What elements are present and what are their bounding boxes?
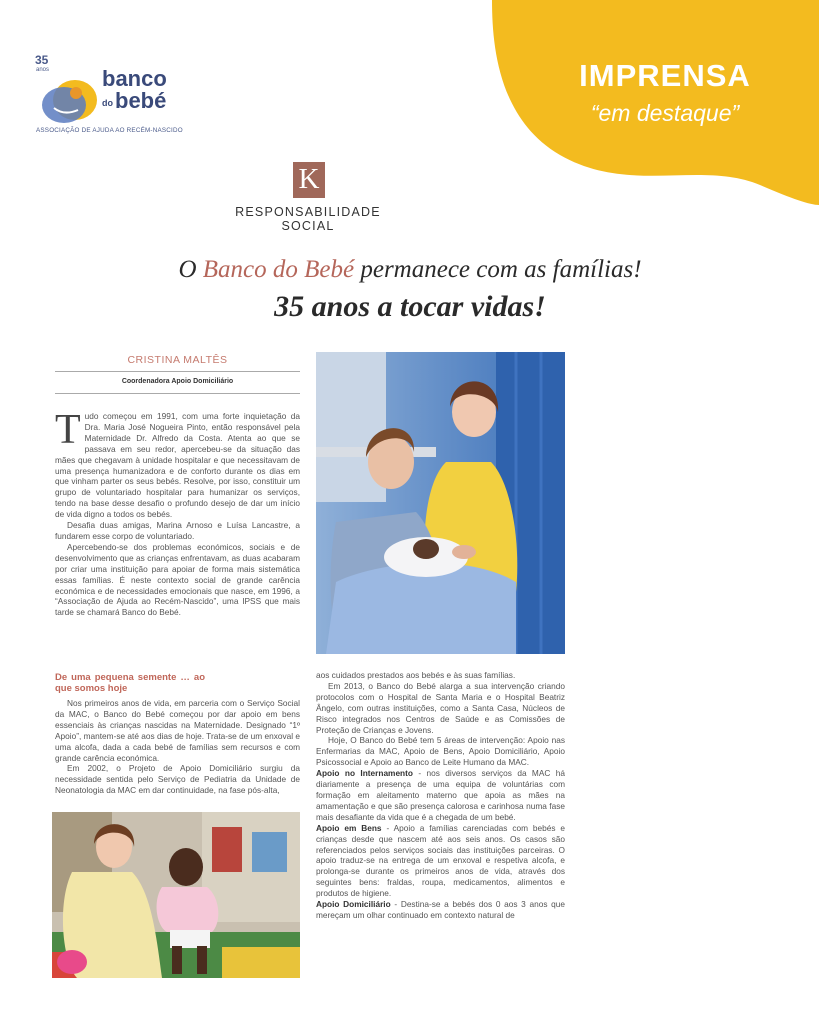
divider <box>55 371 300 372</box>
brand-logo <box>30 50 190 140</box>
magazine-section-label: RESPONSABILIDADE SOCIAL <box>235 205 381 233</box>
paragraph: Apercebendo-se dos problemas económicos, sociais e de desenvolvimento que as crianças enfrentavam, as duas acabaram por criar uma instituição para apoiar de forma mais sistemática essas famílias. É neste contexto social de grande carência económica e de necessidades emocionais que nasce, em 1996, a “Associação de Ajuda ao Recém-Nascido”, uma IPSS que mais tarde se chamará Banco do Bebé. <box>55 541 300 618</box>
magazine-logo <box>293 162 325 198</box>
paragraph: - Apoio a famílias carenciadas com bebés e crianças desde que nascem até aos seis anos. Os casos são referenciados pelos serviços sociais das instituições parceiras. O apoio traduz-se na entrega de um enxoval e respetiva alcofa, e prolonga-se durante os primeiros anos de vida, através dos seguintes bens: fraldas, roupa, medicamentos, alimentos e produtos de higiene. <box>316 822 565 899</box>
headline-accent: Banco do Bebé <box>202 256 355 283</box>
section-subtitle: “em destaque” <box>590 100 740 126</box>
article-column-left-top <box>55 407 300 618</box>
photo-mother-newborn-image <box>316 352 565 654</box>
paragraph: - nos diversos serviços da MAC há diariamente a presença de uma equipa de voluntárias com formação em aleitamento materno que apoia as mães na amamentação e que são presença calorosa e carinhosa numa fase mais desafiante da vida que é a chegada de um bebé. <box>316 768 565 822</box>
author-role: Coordenadora Apoio Domiciliário <box>121 378 234 385</box>
photo-mother-newborn <box>316 352 565 654</box>
paragraph: - Destina-se a bebés dos 0 aos 3 anos que mereçam um olhar continuado em contexto natural de <box>316 899 566 920</box>
logo-tagline: ASSOCIAÇÃO DE AJUDA AO RECÉM-NASCIDO <box>36 127 183 134</box>
logo-name-do: do <box>102 98 113 108</box>
article-column-right <box>316 670 565 921</box>
paragraph: Em 2013, o Banco do Bebé alarga a sua intervenção criando protocolos com o Hospital de Santa Maria e o Hospital Beatriz Ângelo, com outras instituições, como a Santa Casa, Núcleos de Risco integrados nos Centros de Saúde e as Comissões de Proteção de Crianças e Jovens. <box>316 680 565 735</box>
headline-post: permanece com as famílias! <box>354 256 642 283</box>
logo-name-line1: banco <box>102 66 167 91</box>
paragraph: Desafia duas amigas, Marina Arnoso e Luísa Lancastre, a fundarem esse corpo de voluntariado. <box>55 520 300 541</box>
paragraph: Nos primeiros anos de vida, em parceria com o Serviço Social da MAC, o Banco do Bebé começou por dar apoio em bens essenciais às crianças nascidas na Maternidade. Designado “1º Apoio”, mantem-se até aos dias de hoje. Trata-se de um enxoval e uma alcofa, dada a cada bebé de famílias sem recursos e com grande carência económica. <box>55 698 300 763</box>
author-name: CRISTINA MALTÊS <box>127 354 228 366</box>
divider <box>55 393 300 394</box>
drop-cap: T <box>55 407 81 453</box>
logo-name-line2: bebé <box>115 88 167 113</box>
paragraph-lead: Apoio no Internamento <box>316 768 413 779</box>
logo-badge-number: 35 <box>35 53 49 67</box>
article-subhead: De uma pequena semente … ao que somos hoje <box>55 672 205 694</box>
paragraph-lead: Apoio em Bens <box>316 822 382 833</box>
section-title: IMPRENSA <box>579 58 751 93</box>
paragraph: Em 2002, o Projeto de Apoio Domiciliário surgiu da necessidade sentida pelo Serviço de Pediatria da Unidade de Neonatologia da MAC em dar continuidade, na fase pós-alta, <box>55 763 300 796</box>
paragraph-lead: Apoio Domiciliário <box>316 899 391 910</box>
article-column-left-bottom <box>55 672 300 796</box>
photo-nurse-toddler-image <box>52 812 300 978</box>
paragraph: Hoje, O Banco do Bebé tem 5 áreas de intervenção: Apoio nas Enfermarias da MAC, Apoio de Bens, Apoio Domiciliário, Apoio Psicossocial e Apoio ao Banco de Leite Humano da MAC. <box>316 735 565 768</box>
photo-nurse-toddler <box>52 812 300 978</box>
headline-pre: O <box>178 256 203 283</box>
logo-badge-word: anos <box>36 67 50 73</box>
article-headline <box>40 254 780 326</box>
paragraph: aos cuidados prestados aos bebés e às suas famílias. <box>316 670 516 680</box>
headline-line2: 35 anos a tocar vidas! <box>274 290 546 323</box>
magazine-logo-letter: K <box>298 163 320 195</box>
headline-line1 <box>40 254 780 286</box>
paragraph: udo começou em 1991, com uma forte inquietação da Dra. Maria José Nogueira Pinto, então responsável pela Maternidade Dr. Alfredo da Costa. Atenta ao que se passava em seu redor, apercebeu-se da situação das mães que chegavam à unidade hospitalar e que necessitavam de uma presença humanizadora e de conforto durante os dias em que vinham parter os seus bebés. Resolve, por isso, constituir um grupo de voluntariado hospitalar para humanizar os serviços, tendo na base desse desafio o profundo desejo de dar um início de vida digno a todos os bebés. <box>55 411 300 520</box>
